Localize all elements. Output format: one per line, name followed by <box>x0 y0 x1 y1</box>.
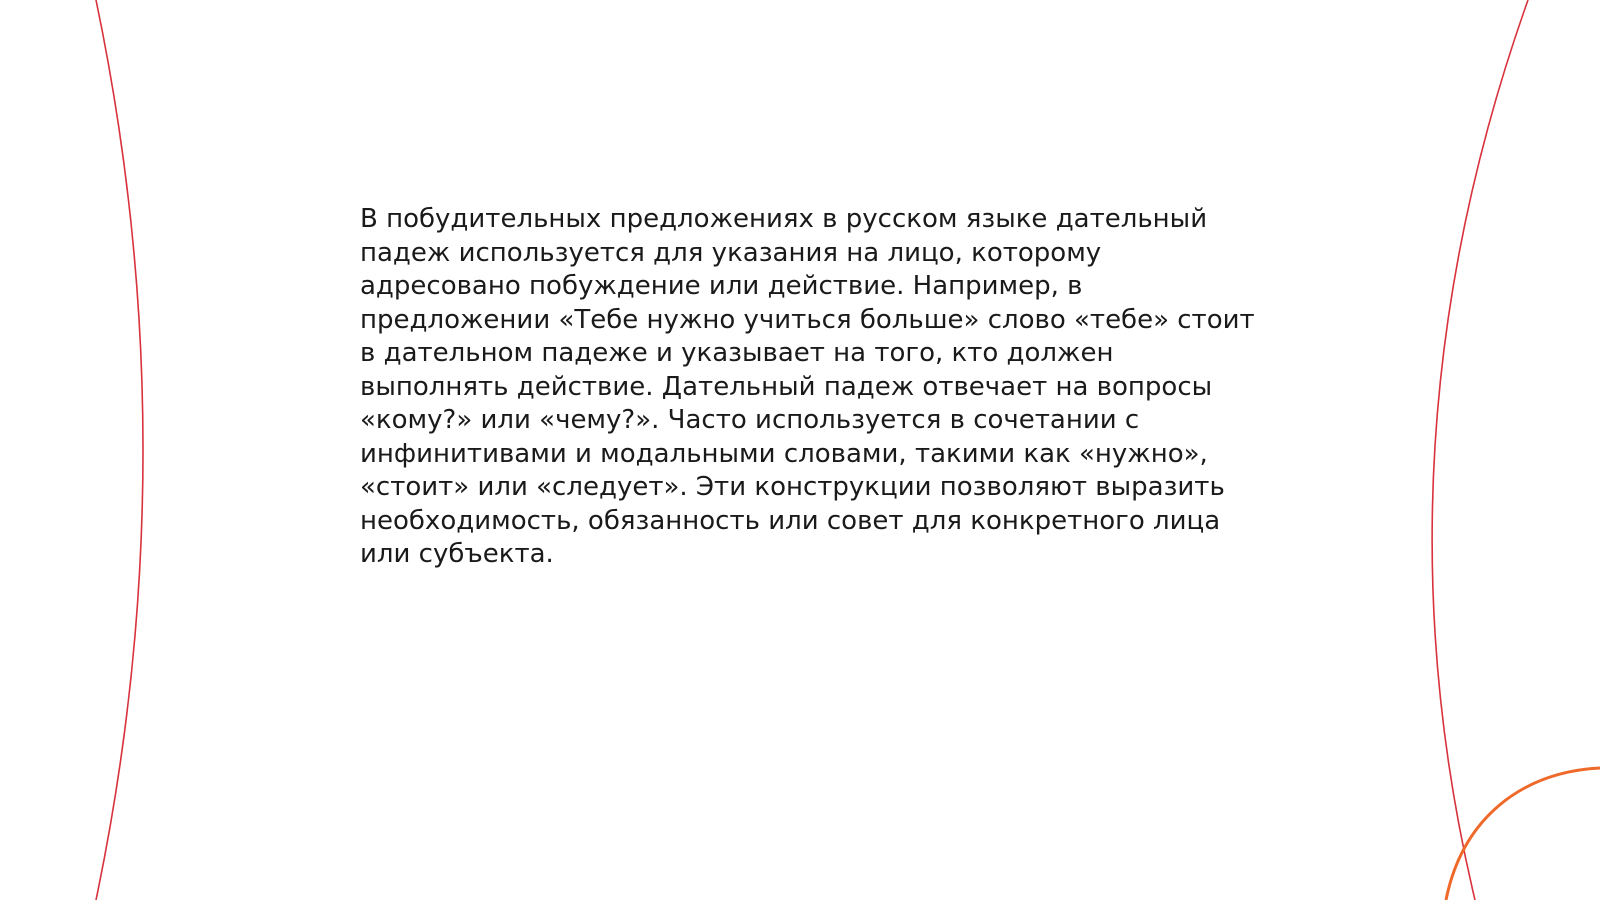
paragraph-line: предложении «Тебе нужно учиться больше» слово «тебе» стоит <box>360 304 1255 335</box>
paragraph-line: адресовано побуждение или действие. Например, в <box>360 271 1083 301</box>
paragraph-line: «стоит» или «следует». Эти конструкции позволяют выразить <box>360 472 1225 502</box>
paragraph-line: или субъекта. <box>360 539 554 569</box>
orange-decorative-arc <box>1446 768 1600 900</box>
paragraph-line: в дательном падеже и указывает на того, кто должен <box>360 338 1114 368</box>
paragraph-line: выполнять действие. Дательный падеж отвечает на вопросы <box>360 371 1213 402</box>
paragraph-line: инфинитивами и модальными словами, такими как «нужно», <box>360 438 1208 469</box>
paragraph-line: В побудительных предложениях в русском языке дательный <box>360 204 1208 234</box>
body-paragraph <box>360 203 1255 572</box>
paragraph-line: падеж используется для указания на лицо, которому <box>360 237 1102 268</box>
paragraph-line: «кому?» или «чему?». Часто используется в сочетании с <box>360 405 1140 435</box>
right-decorative-curve <box>1432 0 1528 900</box>
paragraph-line: необходимость, обязанность или совет для конкретного лица <box>360 505 1221 536</box>
left-decorative-curve <box>96 0 143 900</box>
